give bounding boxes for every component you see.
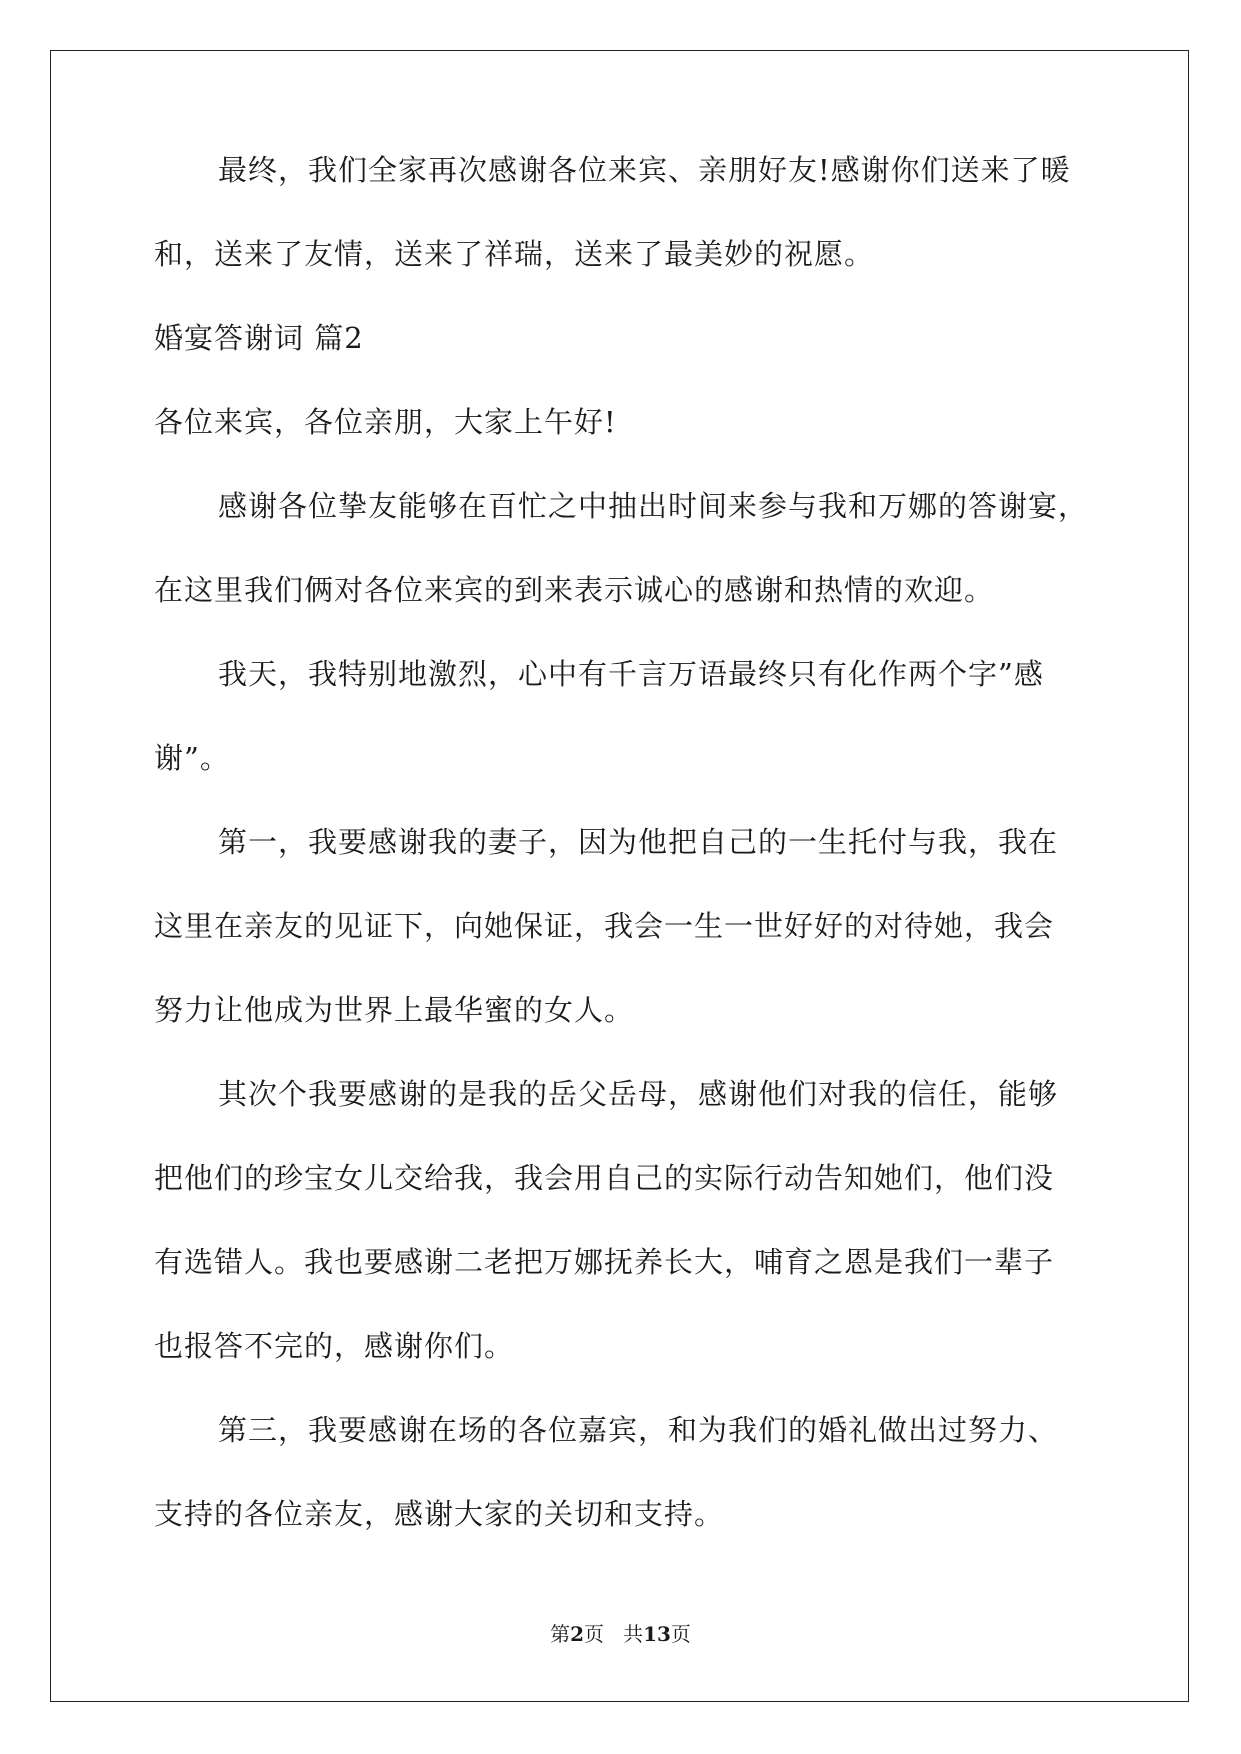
paragraph-line: 和，送来了友情，送来了祥瑞，送来了最美妙的祝愿。	[154, 237, 875, 271]
paragraph-line: 支持的各位亲友，感谢大家的关切和支持。	[154, 1497, 725, 1531]
paragraph-line: 第一，我要感谢我的妻子，因为他把自己的一生托付与我，我在	[218, 825, 1059, 859]
page-footer	[0, 1622, 1241, 1646]
total-pages: 13	[643, 1622, 671, 1646]
paragraph-line: 有选错人。我也要感谢二老把万娜抚养长大，哺育之恩是我们一辈子	[154, 1245, 1055, 1279]
total-prefix: 共	[623, 1622, 644, 1646]
page-suffix: 页	[584, 1622, 604, 1646]
paragraph-line: 我天，我特别地激烈，心中有千言万语最终只有化作两个字”感	[218, 657, 1044, 691]
document-body	[154, 128, 1104, 1556]
paragraph-line: 也报答不完的，感谢你们。	[154, 1329, 515, 1363]
page-number: 2	[570, 1622, 584, 1646]
paragraph-line: 这里在亲友的见证下，向她保证，我会一生一世好好的对待她，我会	[154, 909, 1055, 943]
paragraph-line: 把他们的珍宝女儿交给我，我会用自己的实际行动告知她们，他们没	[154, 1161, 1055, 1195]
paragraph-line: 感谢各位挚友能够在百忙之中抽出时间来参与我和万娜的答谢宴，	[218, 489, 1089, 523]
paragraph-line: 最终，我们全家再次感谢各位来宾、亲朋好友!感谢你们送来了暖	[218, 153, 1071, 187]
paragraph-line: 努力让他成为世界上最华蜜的女人。	[154, 993, 635, 1027]
paragraph-line: 在这里我们俩对各位来宾的到来表示诚心的感谢和热情的欢迎。	[154, 573, 995, 607]
section-heading: 婚宴答谢词 篇2	[154, 321, 364, 355]
paragraph-line: 其次个我要感谢的是我的岳父岳母，感谢他们对我的信任，能够	[218, 1077, 1059, 1111]
page-prefix: 第	[550, 1622, 571, 1646]
paragraph-line: 第三，我要感谢在场的各位嘉宾，和为我们的婚礼做出过努力、	[218, 1413, 1059, 1447]
total-suffix: 页	[670, 1622, 691, 1646]
greeting-line: 各位来宾，各位亲朋，大家上午好!	[154, 405, 617, 439]
paragraph-line: 谢”。	[154, 741, 230, 775]
